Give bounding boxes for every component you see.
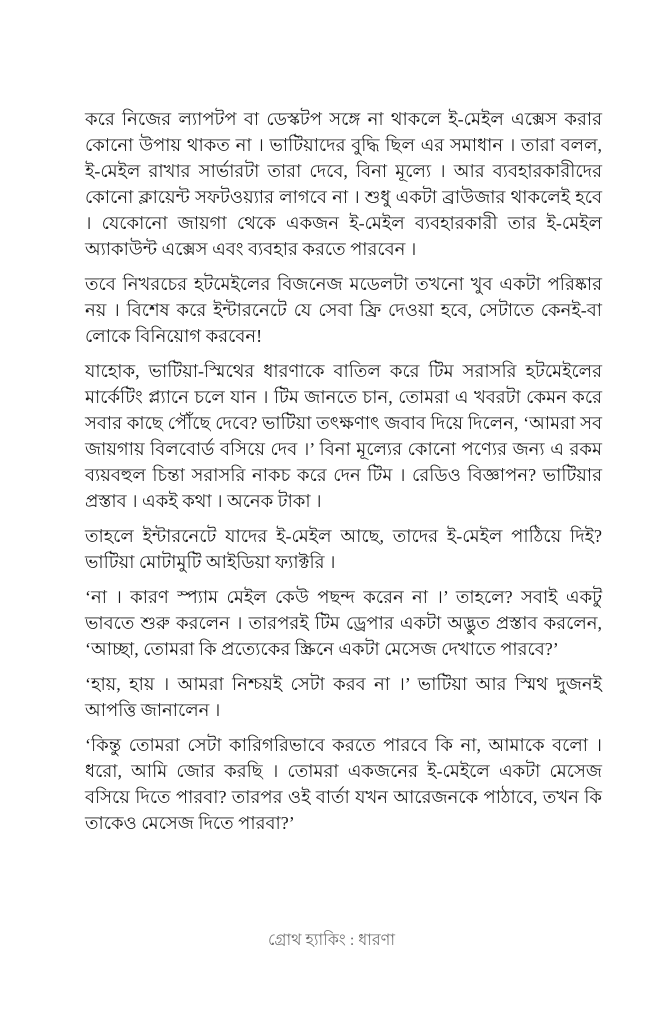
- page-body-text: [85, 106, 602, 845]
- paragraph-2: তবে নিখরচের হটমেইলের বিজনেজ মডেলটা তখনো খুব একটা পরিষ্কার নয় । বিশেষ করে ইন্টারনেটে যে সেবা ফ্রি দেওয়া হবে, সেটাতে কেনই-বা লোকে বিনিয়োগ করবেন!: [85, 274, 602, 346]
- paragraph-1: করে নিজের ল্যাপটপ বা ডেস্কটপ সঙ্গে না থাকলে ই-মেইল এক্সেস করার কোনো উপায় থাকত না । ভাটিয়াদের বুদ্ধি ছিল এর সমাধান । তারা বলল, ই-মেইল রাখার সার্ভারটা তারা দেবে, বিনা মূল্যে । আর ব্যবহারকারীদের কোনো ক্লায়েন্ট সফটওয়্যার লাগবে না । শুধু একটা ব্রাউজার থাকলেই হবে । যেকোনো জায়গা থেকে একজন ই-মেইল ব্যবহারকারী তার ই-মেইল অ্যাকাউন্ট এক্সেস এবং ব্যবহার করতে পারবেন ।: [85, 109, 602, 259]
- paragraph-5: ‘না । কারণ স্প্যাম মেইল কেউ পছন্দ করেন না ।’ তাহলে? সবাই একটু ভাবতে শুরু করলেন । তারপরই টিম ড্রেপার একটা অদ্ভুত প্রস্তাব করলেন, ‘আচ্ছা, তোমরা কি প্রত্যেকের স্ক্রিনে একটা মেসেজ দেখাতে পারবে?’: [85, 587, 602, 659]
- paragraph-4: তাহলে ইন্টারনেটে যাদের ই-মেইল আছে, তাদের ই-মেইল পাঠিয়ে দিই? ভাটিয়া মোটামুটি আইডিয়া ফ্যাক্টরি ।: [85, 526, 602, 572]
- paragraph-7: ‘কিন্তু তোমরা সেটা কারিগরিভাবে করতে পারবে কি না, আমাকে বলো । ধরো, আমি জোর করছি । তোমরা একজনের ই-মেইলে একটা মেসেজ বসিয়ে দিতে পারবা? তারপর ওই বার্তা যখন আরেজনকে পাঠাবে, তখন কি তাকেও মেসেজ দিতে পারবা?’: [85, 735, 602, 833]
- paragraph-3: যাহোক, ভাটিয়া-স্মিথের ধারণাকে বাতিল করে টিম সরাসরি হটমেইলের মার্কেটিং প্ল্যানে চলে যান । টিম জানতে চান, তোমরা এ খবরটা কেমন করে সবার কাছে পৌঁছে দেবে? ভাটিয়া তৎক্ষণাৎ জবাব দিয়ে দিলেন, ‘আমরা সব জায়গায় বিলবোর্ড বসিয়ে দেব ।’ বিনা মূল্যের কোনো পণ্যের জন্য এ রকম ব্যয়বহুল চিন্তা সরাসরি নাকচ করে দেন টিম । রেডিও বিজ্ঞাপন? ভাটিয়ার প্রস্তাব । একই কথা । অনেক টাকা ।: [85, 361, 602, 511]
- paragraph-6: ‘হায়, হায় । আমরা নিশ্চয়ই সেটা করব না ।’ ভাটিয়া আর স্মিথ দুজনই আপত্তি জানালেন ।: [85, 674, 602, 720]
- footer-title: গ্রোথ হ্যাকিং : ধারণা: [268, 932, 395, 949]
- running-footer: [0, 930, 663, 952]
